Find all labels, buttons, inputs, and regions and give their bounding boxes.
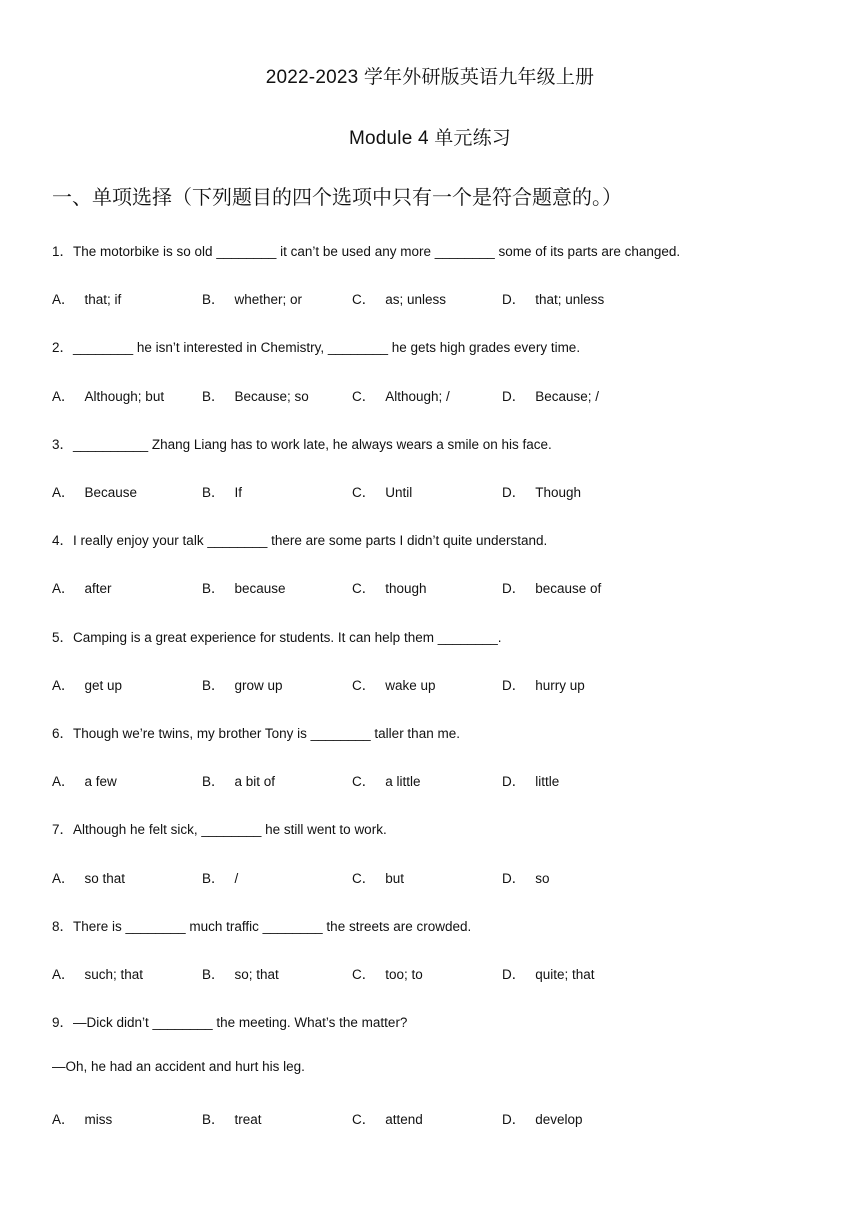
question-stem: 6．Though we’re twins, my brother Tony is ________ taller than me. <box>52 726 460 741</box>
option-b <box>202 577 286 597</box>
option-letter: A． <box>52 388 75 404</box>
option-text: as; unless <box>385 292 447 308</box>
option-d <box>502 867 550 887</box>
option-text: If <box>234 485 243 500</box>
option-letter: D． <box>502 967 526 982</box>
option-c <box>352 577 427 597</box>
question-stem: 3．__________ Zhang Liang has to work late, he always wears a smile on his face. <box>52 436 552 452</box>
question-stem-continued: —Oh, he had an accident and hurt his leg. <box>52 1059 305 1075</box>
option-a <box>52 867 125 887</box>
option-c <box>352 867 404 887</box>
option-a <box>52 963 143 983</box>
option-letter: B． <box>202 870 225 886</box>
option-text: so <box>535 870 550 886</box>
option-d <box>502 963 595 983</box>
option-b <box>202 867 238 887</box>
option-b <box>202 770 275 790</box>
option-letter: D． <box>502 292 526 308</box>
option-letter: C． <box>352 677 376 693</box>
options-row <box>52 288 812 306</box>
option-d <box>502 577 601 597</box>
option-a <box>52 385 164 405</box>
option-letter: D． <box>502 1111 526 1127</box>
option-letter: B． <box>202 581 225 597</box>
option-letter: A． <box>52 581 75 597</box>
option-letter: B． <box>202 485 225 500</box>
option-letter: C． <box>352 967 376 982</box>
option-c <box>352 770 421 790</box>
option-text: a little <box>385 774 421 790</box>
option-text: so; that <box>234 967 279 982</box>
option-text: / <box>234 870 239 886</box>
option-d <box>502 770 559 790</box>
option-c <box>352 674 436 694</box>
option-text: Because; so <box>234 388 309 404</box>
option-c <box>352 288 446 308</box>
option-letter: B． <box>202 774 225 790</box>
option-d <box>502 1108 583 1128</box>
section-heading: 一、单项选择（下列题目的四个选项中只有一个是符合题意的。） <box>52 187 622 209</box>
option-letter: D． <box>502 485 526 500</box>
option-d <box>502 481 581 501</box>
question-stem: 8．There is ________ much traffic ________ the streets are crowded. <box>52 918 472 934</box>
question-stem: 5．Camping is a great experience for students. It can help them ________. <box>52 629 502 645</box>
option-letter: A． <box>52 485 75 500</box>
option-letter: C． <box>352 870 376 886</box>
option-a <box>52 770 117 790</box>
option-text: develop <box>535 1111 583 1127</box>
option-text: Until <box>385 485 413 500</box>
option-text: little <box>535 774 560 790</box>
option-letter: B． <box>202 967 225 982</box>
options-row <box>52 770 812 788</box>
option-letter: A． <box>52 774 75 790</box>
option-letter: A． <box>52 870 75 886</box>
option-text: but <box>385 870 405 886</box>
option-letter: B． <box>202 292 225 308</box>
document-title: 2022-2023 学年外研版英语九年级上册 <box>265 67 595 88</box>
option-letter: D． <box>502 677 526 693</box>
option-letter: C． <box>352 388 376 404</box>
option-c <box>352 481 412 501</box>
options-row <box>52 1108 812 1126</box>
option-b <box>202 963 279 983</box>
question-stem: 1．The motorbike is so old ________ it can’t be used any more ________ some of its parts are changed. <box>52 244 681 259</box>
option-text: quite; that <box>535 967 595 982</box>
document-subtitle: Module 4 单元练习 <box>348 128 512 149</box>
option-text: that; if <box>84 292 122 308</box>
option-text: Although; but <box>84 388 165 404</box>
option-text: Because; / <box>535 388 600 404</box>
option-b <box>202 385 309 405</box>
option-letter: C． <box>352 292 376 308</box>
option-b <box>202 481 242 501</box>
option-letter: C． <box>352 485 376 500</box>
options-row <box>52 674 812 692</box>
option-text: attend <box>385 1111 423 1127</box>
option-text: so that <box>84 870 126 886</box>
option-text: wake up <box>385 677 436 693</box>
option-text: Although; / <box>385 388 450 404</box>
option-letter: C． <box>352 1111 376 1127</box>
option-text: whether; or <box>234 292 303 308</box>
option-text: such; that <box>84 967 144 982</box>
option-text: a bit of <box>234 774 276 790</box>
option-text: after <box>84 581 112 597</box>
option-a <box>52 1108 112 1128</box>
option-text: grow up <box>234 677 283 693</box>
option-letter: C． <box>352 774 376 790</box>
options-row <box>52 867 812 885</box>
option-letter: D． <box>502 870 526 886</box>
option-a <box>52 288 121 308</box>
option-text: because of <box>535 581 602 597</box>
option-letter: C． <box>352 581 376 597</box>
option-text: treat <box>234 1111 262 1127</box>
option-letter: D． <box>502 581 526 597</box>
option-letter: D． <box>502 774 526 790</box>
option-letter: A． <box>52 1111 75 1127</box>
option-d <box>502 385 599 405</box>
options-row <box>52 577 812 595</box>
option-b <box>202 288 302 308</box>
option-d <box>502 674 585 694</box>
option-text: a few <box>84 774 117 790</box>
option-letter: A． <box>52 292 75 308</box>
options-row <box>52 385 812 403</box>
question-stem: 9．—Dick didn’t ________ the meeting. What’s the matter? <box>52 1015 408 1031</box>
option-text: that; unless <box>535 292 605 308</box>
option-text: Because <box>84 485 138 500</box>
question-stem: 4．I really enjoy your talk ________ there are some parts I didn’t quite understand. <box>52 533 548 549</box>
option-letter: D． <box>502 388 526 404</box>
option-d <box>502 288 604 308</box>
option-text: get up <box>84 677 123 693</box>
option-letter: B． <box>202 1111 225 1127</box>
option-text: too; to <box>385 967 423 982</box>
question-stem: 7．Although he felt sick, ________ he still went to work. <box>52 822 387 838</box>
question-stem: 2．________ he isn’t interested in Chemistry, ________ he gets high grades every time. <box>52 340 581 356</box>
option-text: hurry up <box>535 677 585 693</box>
option-a <box>52 674 122 694</box>
option-letter: A． <box>52 967 75 982</box>
option-text: Though <box>535 485 582 500</box>
option-text: because <box>234 581 286 597</box>
option-letter: A． <box>52 677 75 693</box>
option-letter: B． <box>202 388 225 404</box>
option-b <box>202 674 283 694</box>
options-row <box>52 481 812 499</box>
option-b <box>202 1108 262 1128</box>
option-letter: B． <box>202 677 225 693</box>
option-c <box>352 1108 423 1128</box>
option-a <box>52 481 137 501</box>
option-c <box>352 385 450 405</box>
option-text: miss <box>84 1111 113 1127</box>
option-c <box>352 963 423 983</box>
option-a <box>52 577 112 597</box>
option-text: though <box>385 581 427 597</box>
options-row <box>52 963 812 981</box>
